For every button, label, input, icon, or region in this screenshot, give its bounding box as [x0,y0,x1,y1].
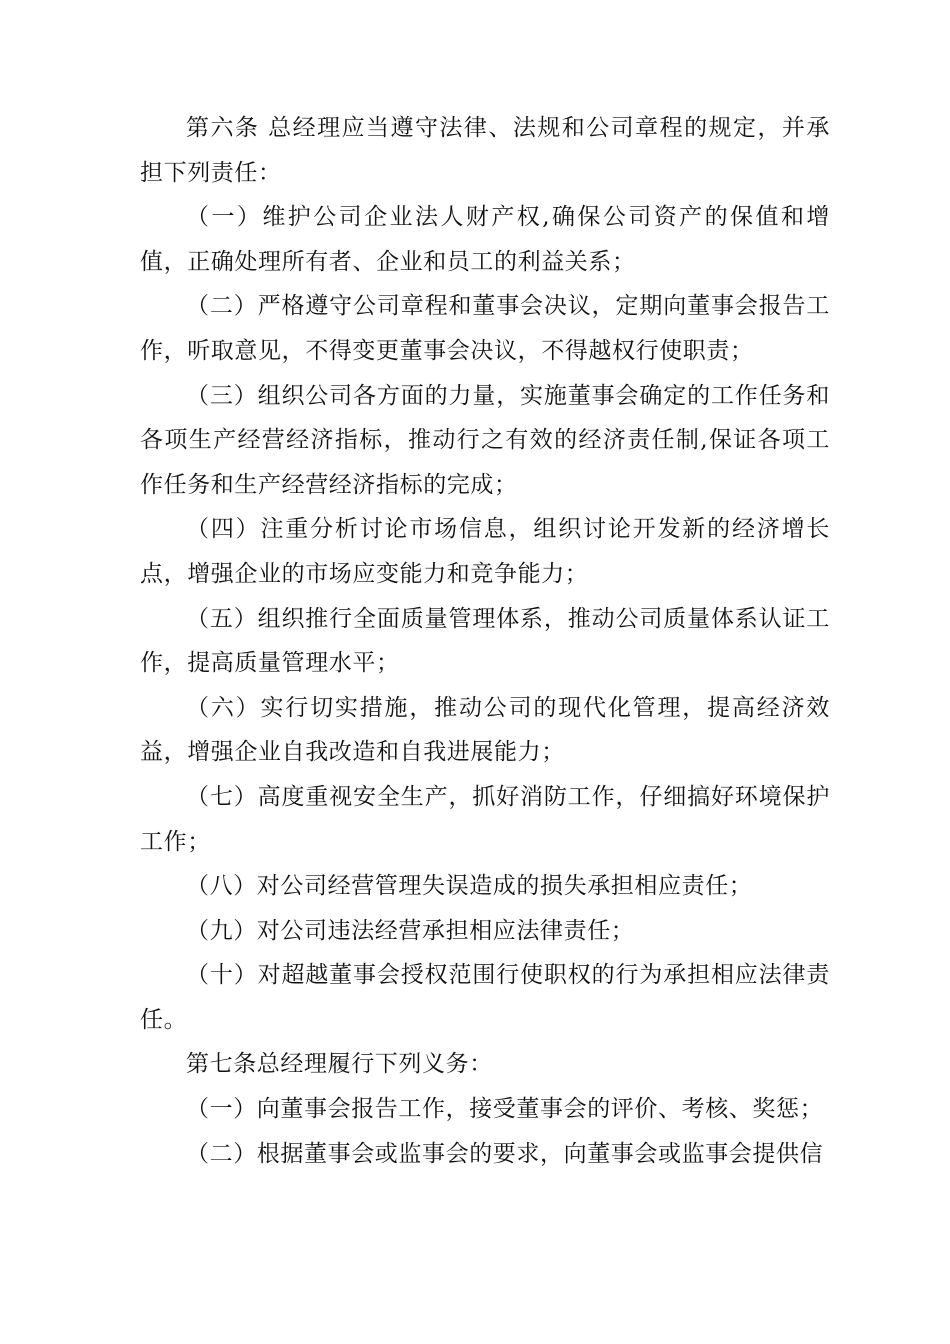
article-6-item-7: （七）高度重视安全生产，抓好消防工作，仔细搞好环境保护工作； [140,783,830,855]
article-6-item-2: （二）严格遵守公司章程和董事会决议，定期向董事会报告工作，听取意见，不得变更董事会决议，不得越权行使职责； [140,293,830,364]
article-7-item-2: （二）根据董事会或监事会的要求，向董事会或监事会提供信 [186,1140,824,1167]
article-6-item-1: （一）维护公司企业法人财产权,确保公司资产的保值和增值，正确处理所有者、企业和员工的利益关系； [140,204,830,275]
article-6-item-6: （六）实行切实措施，推动公司的现代化管理，提高经济效益，增强企业自我改造和自我进展能力； [140,694,830,766]
article-6-heading: 第六条 总经理应当遵守法律、法规和公司章程的规定，并承担下列责任： [140,115,830,186]
article-7-item-1: （一）向董事会报告工作，接受董事会的评价、考核、奖惩； [186,1096,824,1123]
article-6-item-4: （四）注重分析讨论市场信息，组织讨论开发新的经济增长点，增强企业的市场应变能力和竞争能力； [140,516,830,587]
article-6-item-10: （十）对超越董事会授权范围行使职权的行为承担相应法律责任。 [140,962,830,1033]
article-6-item-5: （五）组织推行全面质量管理体系，推动公司质量体系认证工作，提高质量管理水平； [140,605,830,677]
article-7-heading: 第七条总经理履行下列义务： [186,1051,493,1078]
document-body [140,106,830,1176]
article-6-item-8: （八）对公司经营管理失误造成的损失承担相应责任； [186,873,753,900]
article-6-item-9: （九）对公司违法经营承担相应法律责任； [186,917,635,944]
article-6-item-3: （三）组织公司各方面的力量，实施董事会确定的工作任务和各项生产经营经济指标，推动行之有效的经济责任制,保证各项工作任务和生产经营经济指标的完成； [140,382,830,498]
